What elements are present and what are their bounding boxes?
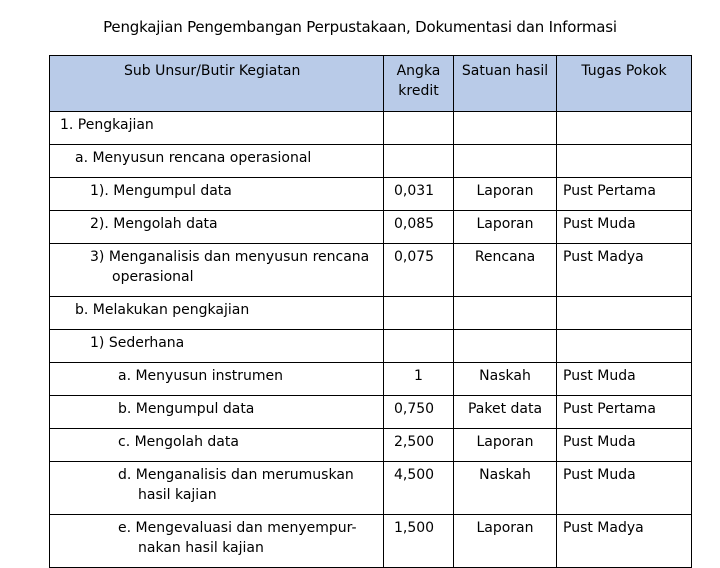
row-angka: 2,500 <box>384 429 454 462</box>
row-tugas <box>557 297 692 330</box>
row-item: 1) Sederhana <box>50 330 384 363</box>
row-item: b. Mengumpul data <box>50 396 384 429</box>
row-item: b. Melakukan pengkajian <box>50 297 384 330</box>
table-row <box>50 112 692 145</box>
table-header-row <box>50 56 692 112</box>
row-angka: 0,750 <box>384 396 454 429</box>
table-row <box>50 429 692 462</box>
row-item: a. Menyusun rencana operasional <box>50 145 384 178</box>
row-satuan: Laporan <box>454 178 557 211</box>
table-row <box>50 363 692 396</box>
row-item: a. Menyusun instrumen <box>50 363 384 396</box>
table-row <box>50 244 692 297</box>
table-row <box>50 178 692 211</box>
row-item: 1. Pengkajian <box>50 112 384 145</box>
row-tugas: Pust Madya <box>557 515 692 568</box>
row-angka: 0,075 <box>384 244 454 297</box>
row-angka <box>384 145 454 178</box>
row-angka <box>384 297 454 330</box>
header-sub-unsur: Sub Unsur/Butir Kegiatan <box>50 56 384 112</box>
row-satuan: Paket data <box>454 396 557 429</box>
table-row <box>50 211 692 244</box>
row-item: c. Mengolah data <box>50 429 384 462</box>
row-tugas: Pust Pertama <box>557 396 692 429</box>
row-satuan: Naskah <box>454 462 557 515</box>
header-angka-kredit: Angka kredit <box>384 56 454 112</box>
row-item: e. Mengevaluasi dan menyempur-nakan hasil kajian <box>118 520 357 556</box>
row-satuan <box>454 112 557 145</box>
table-row <box>50 330 692 363</box>
header-tugas-pokok: Tugas Pokok <box>557 56 692 112</box>
header-satuan-hasil: Satuan hasil <box>454 56 557 112</box>
row-satuan <box>454 145 557 178</box>
row-satuan: Rencana <box>454 244 557 297</box>
row-angka: 0,085 <box>384 211 454 244</box>
row-item: 1). Mengumpul data <box>50 178 384 211</box>
row-satuan: Laporan <box>454 211 557 244</box>
row-tugas: Pust Madya <box>557 244 692 297</box>
row-angka <box>384 112 454 145</box>
table-row <box>50 145 692 178</box>
row-tugas: Pust Pertama <box>557 178 692 211</box>
activity-table <box>49 55 692 568</box>
row-satuan: Laporan <box>454 429 557 462</box>
row-item: 3) Menganalisis dan menyusun rencana operasional <box>90 249 370 285</box>
table-row <box>50 396 692 429</box>
row-satuan <box>454 330 557 363</box>
row-angka: 4,500 <box>384 462 454 515</box>
row-tugas <box>557 145 692 178</box>
row-tugas <box>557 330 692 363</box>
row-satuan: Laporan <box>454 515 557 568</box>
row-angka <box>384 330 454 363</box>
row-item-cell <box>50 244 384 297</box>
row-item-cell <box>50 515 384 568</box>
document-title: Pengkajian Pengembangan Perpustakaan, Dokumentasi dan Informasi <box>103 18 617 36</box>
table-row <box>50 462 692 515</box>
row-item: d. Menganalisis dan merumuskan hasil kajian <box>118 467 354 503</box>
row-tugas: Pust Muda <box>557 429 692 462</box>
row-satuan <box>454 297 557 330</box>
row-tugas <box>557 112 692 145</box>
row-tugas: Pust Muda <box>557 462 692 515</box>
row-angka: 1 <box>384 363 454 396</box>
row-item: 2). Mengolah data <box>50 211 384 244</box>
row-angka: 0,031 <box>384 178 454 211</box>
table-row <box>50 515 692 568</box>
row-angka: 1,500 <box>384 515 454 568</box>
row-tugas: Pust Muda <box>557 363 692 396</box>
row-tugas: Pust Muda <box>557 211 692 244</box>
row-satuan: Naskah <box>454 363 557 396</box>
row-item-cell <box>50 462 384 515</box>
table-row <box>50 297 692 330</box>
